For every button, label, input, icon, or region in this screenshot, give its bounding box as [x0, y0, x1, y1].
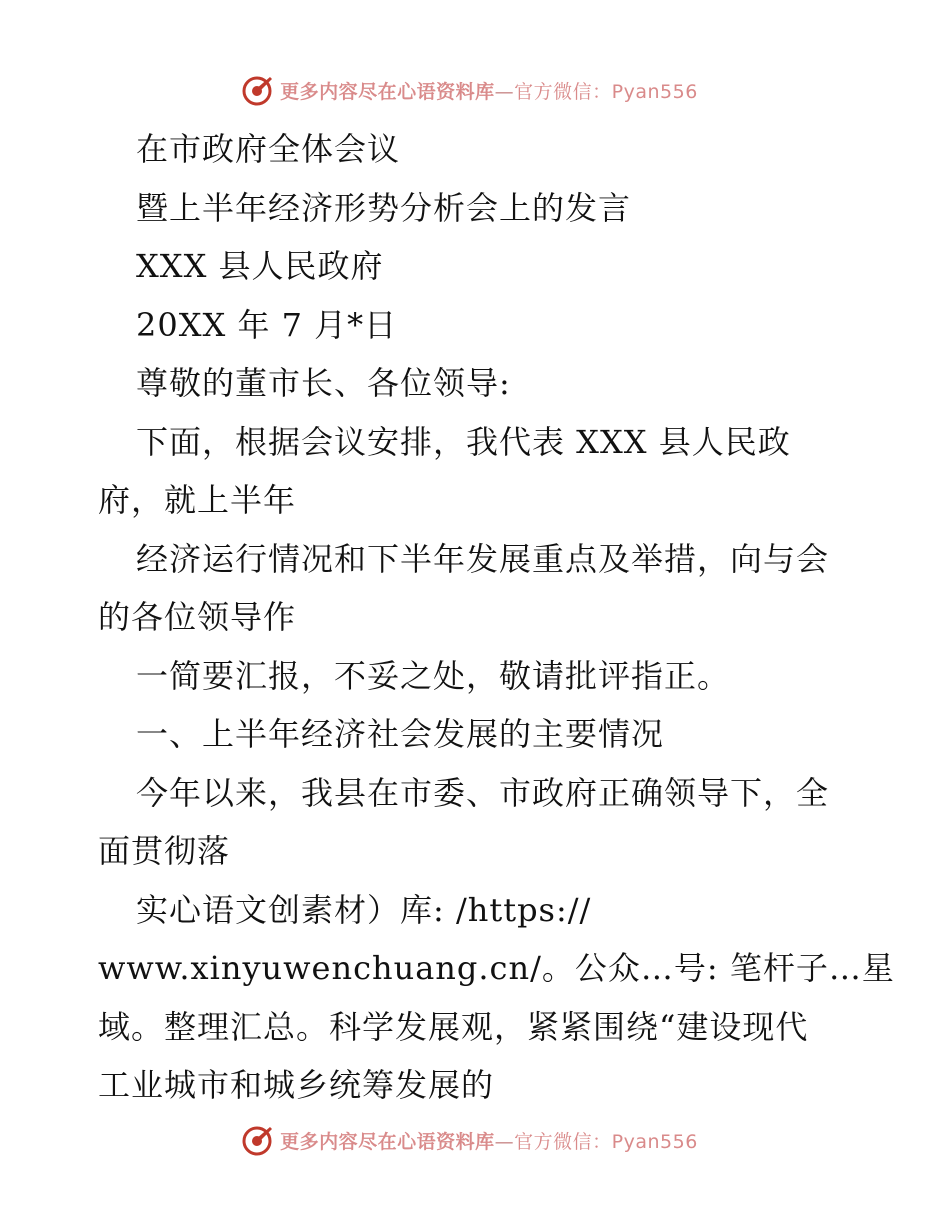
paragraph-line: 府，就上半年 — [98, 481, 297, 519]
doc-title-line-1: 在市政府全体会议 — [136, 130, 401, 168]
paragraph-line: 面贯彻落 — [98, 832, 231, 870]
brand-logo-icon — [242, 1124, 274, 1156]
paragraph-line: 经济运行情况和下半年发展重点及举措，向与会 — [136, 539, 830, 578]
paragraph-line: 实心语文创素材）库: /https:// — [136, 890, 592, 929]
paragraph-line: www.xinyuwenchuang.cn/。公众…号: 笔杆子…星 — [98, 949, 895, 987]
doc-date: 20XX 年 7 月*日 — [136, 305, 398, 344]
watermark-separator: — — [494, 1130, 515, 1153]
doc-author: XXX 县人民政府 — [136, 247, 384, 285]
footer-watermark — [0, 1120, 950, 1160]
brand-logo-icon — [242, 74, 274, 106]
paragraph-line: 的各位领导作 — [98, 598, 297, 636]
paragraph-line: 工业城市和城乡统筹发展的 — [98, 1066, 495, 1104]
watermark-separator: — — [494, 80, 515, 103]
paragraph-line: 今年以来，我县在市委、市政府正确领导下，全 — [136, 773, 830, 812]
watermark-main-text: 更多内容尽在心语资料库 — [280, 80, 495, 103]
doc-title-line-2: 暨上半年经济形势分析会上的发言 — [136, 188, 632, 227]
paragraph-line: 一简要汇报，不妥之处，敬请批评指正。 — [136, 656, 731, 695]
watermark-account-text: 官方微信：Pyan556 — [514, 80, 698, 103]
watermark-main-text: 更多内容尽在心语资料库 — [280, 1130, 495, 1153]
document-body — [98, 120, 895, 1115]
watermark-account-text: 官方微信：Pyan556 — [514, 1130, 698, 1153]
doc-salutation: 尊敬的董市长、各位领导: — [136, 364, 511, 402]
header-watermark — [0, 70, 950, 110]
paragraph-line: 域。整理汇总。科学发展观，紧紧围绕“建设现代 — [98, 1007, 809, 1046]
paragraph-line: 下面，根据会议安排，我代表 XXX 县人民政 — [136, 422, 791, 461]
section-heading: 一、上半年经济社会发展的主要情况 — [136, 715, 665, 753]
